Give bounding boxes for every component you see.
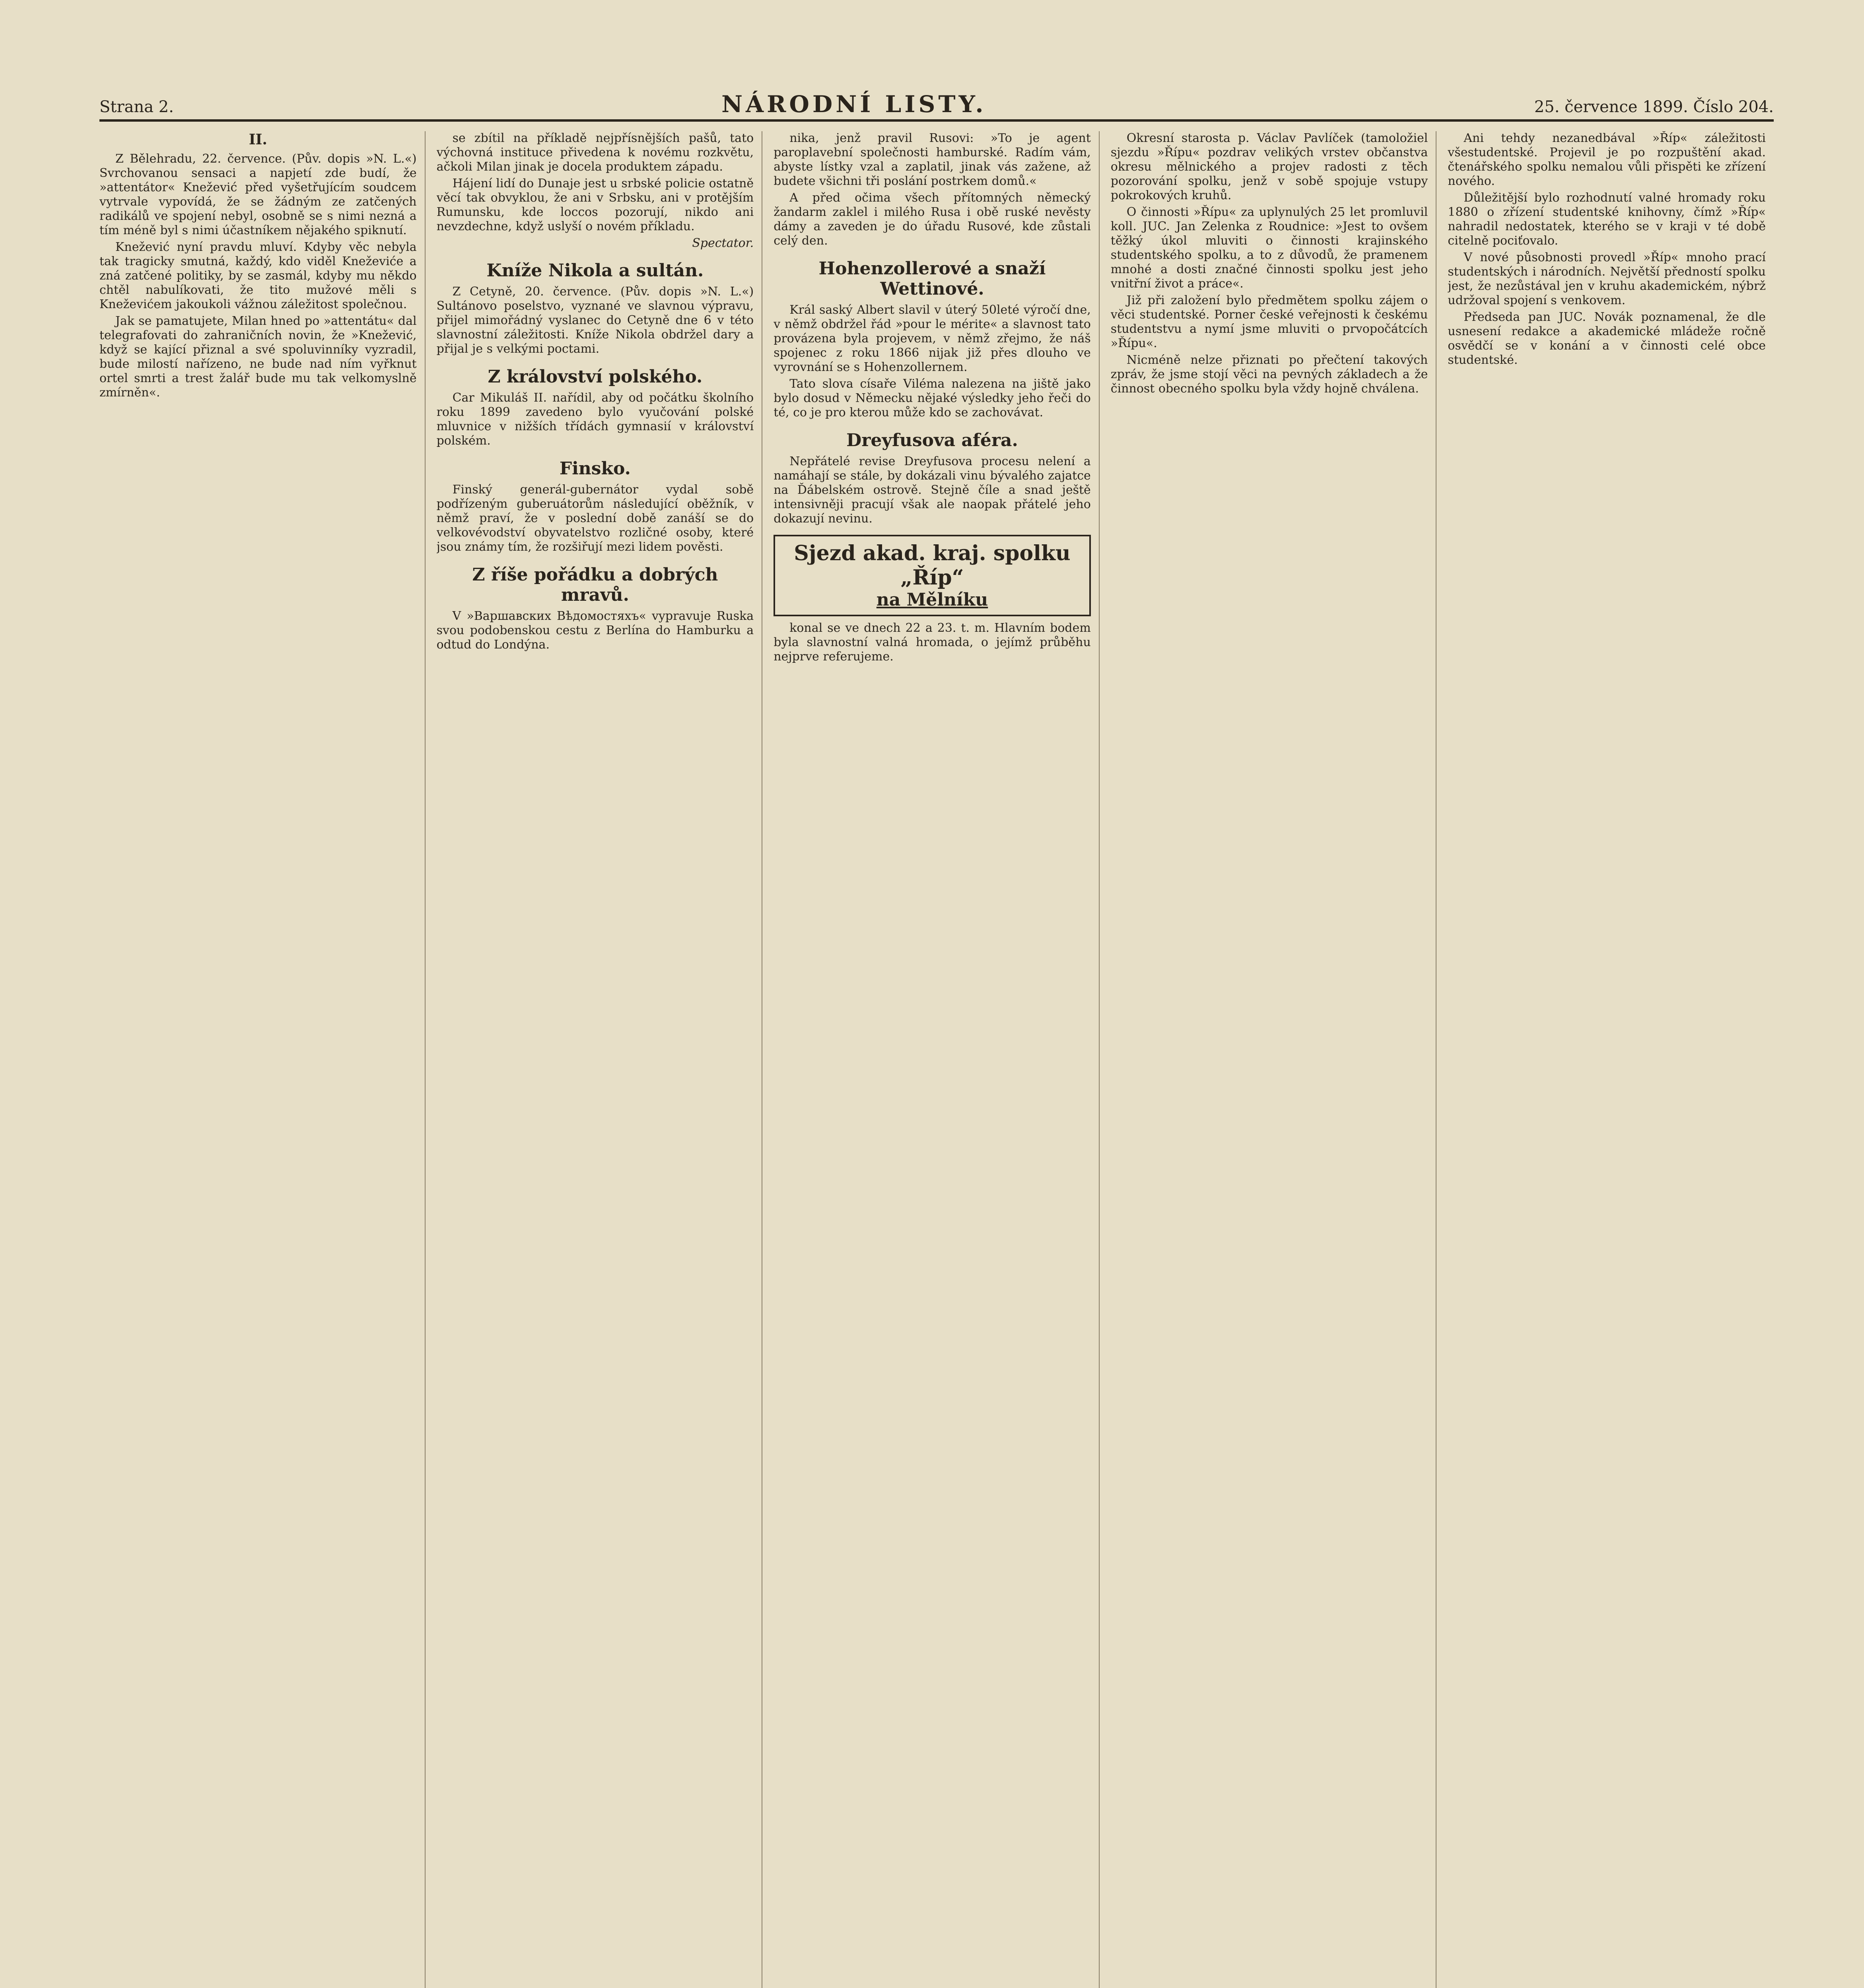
column-5 [1448, 131, 1774, 1988]
columns [99, 131, 1774, 1988]
boxed-heading-subtitle: na Mělníku [876, 590, 988, 610]
masthead: NÁRODNÍ LISTY. [721, 91, 987, 118]
paragraph: V nové působnosti provedl »Říp« mnoho prací studentských i národních. Největší předností spolku jest, že nezůstával jen v kruhu akademickém, nýbrž udržoval spojení s venkovem. [1448, 250, 1766, 307]
paragraph: Tato slova císaře Viléma nalezena na jiště jako bylo dosud v Německu nějaké výsledky jeho řeči do té, co je pro kterou může kdo se zachovávat. [774, 377, 1091, 419]
paragraph: V »Варшавских Вѣдомостяхъ« vypravuje Ruska svou podobenskou cestu z Berlína do Hamburku a odtud do Londýna. [436, 609, 754, 652]
boxed-heading [774, 535, 1091, 616]
article-heading: Kníže Nikola a sultán. [486, 260, 704, 281]
paragraph: Důležitější bylo rozhodnutí valné hromady roku 1880 o zřízení studentské knihovny, čímž »Říp« nahradil nedostatek, kterého se v kraji v té době citelně pociťovalo. [1448, 191, 1766, 248]
paragraph: Car Mikuláš II. nařídil, aby od počátku školního roku 1899 zavedeno bylo vyučování polské mluvnice v nižších třídách gymnasií v království polském. [436, 391, 754, 448]
boxed-heading-title: Sjezd akad. kraj. spolku „Říp“ [794, 541, 1071, 590]
paragraph: Jak se pamatujete, Milan hned po »attentátu« dal telegrafovati do zahraničních novin, že »Knežević, když se kající přiznal a své spoluvinníky vyzradil, bude milostí nařízeno, ne bude nad ním vyřknut ortel smrti a trest žalář bude mu tak velkomyslně zmírněn«. [99, 314, 417, 400]
column-4 [1111, 131, 1437, 1988]
page-number: Strana 2. [99, 98, 174, 116]
paragraph: Z Bělehradu, 22. července. (Pův. dopis »N. L.«) Svrchovanou sensaci a napjetí zde budí, že »attentátor« Knežević před vyšetřujícím soudcem vytrvale vypovídá, že se žádným ze zatčených radikálů ve spojení nebyl, osobně se s nimi nezná a tím méně byl s nimi účastníkem nějakého spiknutí. [99, 152, 417, 237]
article-heading: Z říše pořádku a dobrých mravů. [472, 565, 718, 605]
article-heading: Z království polského. [488, 367, 703, 387]
paragraph: Nepřátelé revise Dreyfusova procesu nelení a namáhají se stále, by dokázali vinu bývalého zajatce na Ďábelském ostrově. Stejně číle a snad ještě intensivněji pracují však ale naopak přátelé jeho dokazují nevinu. [774, 454, 1091, 526]
paragraph: Nicméně nelze přiznati po přečtení takových zpráv, že jsme stojí věci na pevných základech a že činnost obecného spolku byla vždy hojně chválena. [1110, 353, 1428, 396]
signature: Spectator. [692, 236, 754, 250]
column-3 [774, 131, 1100, 1988]
issue-date: 25. července 1899. Číslo 204. [1534, 98, 1774, 116]
page-header [99, 91, 1774, 122]
paragraph: Finský generál-gubernátor vydal sobě podřízeným guberuátorům následující oběžník, v němž praví, že v poslední době zanáší se do velkovévodství obyvatelstvo rozličné osoby, které jsou známy tím, že rozšiřují mezi lidem pověsti. [436, 483, 754, 554]
paragraph: se zbítil na příkladě nejpřísnějších pašů, tato výchovná instituce přivedena k novému rozkvětu, ačkoli Milan jinak je docela produktem západu. [436, 131, 754, 174]
paragraph: Král saský Albert slavil v úterý 50leté výročí dne, v němž obdržel řád »pour le mérite« a slavnost tato provázena byla projevem, v němž zřejmo, že náš spojenec z roku 1866 nijak již přes dlouho ve vyrovnání se s Hohenzollernem. [774, 303, 1091, 374]
column-1 [99, 131, 426, 1988]
article-heading: Hohenzollerové a snaží Wettinové. [818, 258, 1046, 299]
paragraph: konal se ve dnech 22 a 23. t. m. Hlavním bodem byla slavnostní valná hromada, o jejímž průběhu nejprve referujeme. [774, 621, 1091, 664]
paragraph: Ani tehdy nezanedbával »Říp« záležitosti všestudentské. Projevil je po rozpuštění akad. čtenářského spolku nemalou vůli přispěti ke zřízení nového. [1448, 131, 1766, 188]
paragraph: O činnosti »Řípu« za uplynulých 25 let promluvil koll. JUC. Jan Zelenka z Roudnice: »Jest to ovšem těžký úkol mluviti o činnosti krajinského studentského spolku, a to z důvodů, že pramenem mnohé a dosti značné činnosti spolku jest jeho vnitřní život a práce«. [1110, 205, 1428, 291]
paragraph: Již při založení bylo předmětem spolku zájem o věci studentské. Porner české veřejnosti k českému studentstvu a nymí jsme mluviti o prvopočátcích »Řípu«. [1110, 293, 1428, 350]
paragraph: nika, jenž pravil Rusovi: »To je agent paroplavební společnosti hamburské. Radím vám, abyste lístky vzal a zaplatil, jinak vás zažene, až budete všichni tři poslání postrkem domů.« [774, 131, 1091, 188]
article-heading: Dreyfusova aféra. [846, 430, 1018, 450]
paragraph: Knežević nyní pravdu mluví. Kdyby věc nebyla tak tragicky smutná, každý, kdo viděl Kneževiće a zná zatčené politiky, by se zasmál, kdyby mu někdo chtěl nabulíkovati, že tito mužové měli s Kneževićem jakoukoli vážnou záležitost společnou. [99, 240, 417, 311]
column-2 [437, 131, 763, 1988]
paragraph: A před očima všech přítomných německý žandarm zaklel i milého Rusa i obě ruské nevěsty dámy a zaveden je do úřadu Rusové, kde zůstali celý den. [774, 191, 1091, 248]
newspaper-page [99, 91, 1774, 1988]
paragraph: Hájení lidí do Dunaje jest u srbské policie ostatně věcí tak obvyklou, že ani v Srbsku, ani v protějším Rumunsku, kde loccos pozorují, nikdo ani nevzdechne, když uslyší o novém příkladu. [436, 177, 754, 233]
paragraph: Předseda pan JUC. Novák poznamenal, že dle usnesení redakce a akademické mládeže ročně osvědčí se v konání a v činnosti celé obce studentské. [1448, 310, 1766, 367]
section-number: II. [249, 131, 267, 148]
paragraph: Z Cetyně, 20. července. (Pův. dopis »N. L.«) Sultánovo poselstvo, vyznané ve slavnou výpravu, přijel mimořádný vyslanec do Cetyně dne 6 v této slavnostní záležitosti. Kníže Nikola obdržel dary a přijal je s velkými poctami. [436, 285, 754, 356]
paragraph: Okresní starosta p. Václav Pavlíček (tamoložiel sjezdu »Řípu« pozdrav velikých vrstev občanstva okresu mělnického a projev radosti z těch pozorování spolku, jenž v sobě spojuje vstupy pokrokových kruhů. [1110, 131, 1428, 202]
article-heading: Finsko. [559, 458, 631, 479]
